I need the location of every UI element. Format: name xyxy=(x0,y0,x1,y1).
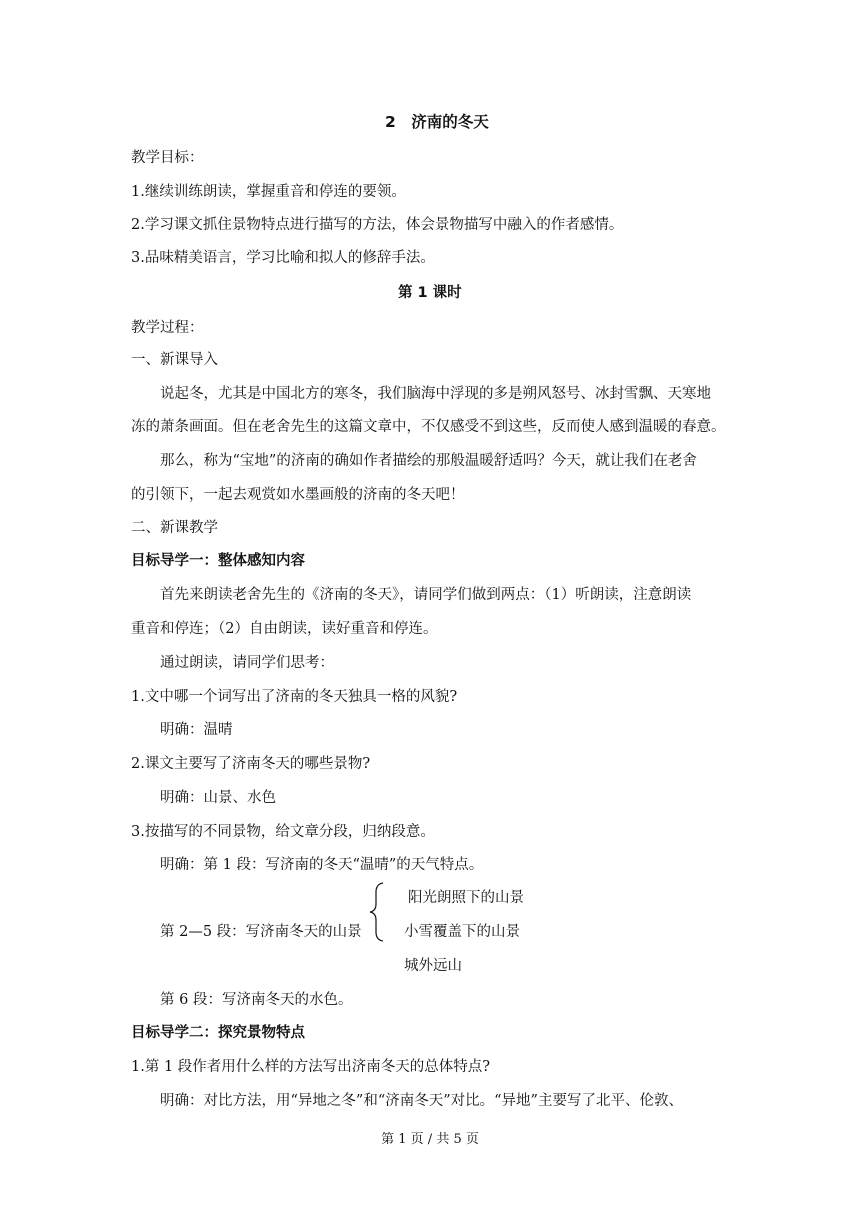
lesson-title: 第 1 课时 xyxy=(398,285,462,301)
paragraph-line: 说起冬，尤其是中国北方的寒冬，我们脑海中浮现的多是朔风怒号、冰封雪飘、天寒地 xyxy=(160,386,711,402)
goal-item: 1.继续训练朗读，掌握重音和停连的要领。 xyxy=(131,184,406,200)
segment-outline: 第 6 段：写济南冬天的水色。 xyxy=(160,992,353,1008)
answer: 明确：温晴 xyxy=(160,722,233,738)
outline-branch: 城外远山 xyxy=(404,958,462,974)
answer: 明确：第 1 段：写济南的冬天“温晴”的天气特点。 xyxy=(160,857,484,873)
goal-item: 3.品味精美语言，学习比喻和拟人的修辞手法。 xyxy=(131,250,435,266)
question: 2.课文主要写了济南冬天的哪些景物? xyxy=(131,756,371,772)
answer: 明确：对比方法，用“异地之冬”和“济南冬天”对比。“异地”主要写了北平、伦敦、 xyxy=(160,1093,683,1109)
goal-item: 2.学习课文抓住景物特点进行描写的方法，体会景物描写中融入的作者感情。 xyxy=(131,217,624,233)
paragraph-line: 冻的萧条画面。但在老舍先生的这篇文章中，不仅感受不到这些，反而使人感到温暖的春意。 xyxy=(131,419,726,435)
page-footer: 第 1 页 / 共 5 页 xyxy=(381,1132,479,1147)
document-title: 2 济南的冬天 xyxy=(385,113,489,131)
question: 3.按描写的不同景物，给文章分段，归纳段意。 xyxy=(131,824,435,840)
paragraph-line: 那么，称为“宝地”的济南的确如作者描绘的那般温暖舒适吗？今天，就让我们在老舍 xyxy=(160,453,697,469)
section-heading: 二、新课教学 xyxy=(131,520,218,536)
target-heading: 目标导学二：探究景物特点 xyxy=(131,1025,305,1041)
question: 1.第 1 段作者用什么样的方法写出济南冬天的总体特点? xyxy=(131,1059,491,1075)
outline-branch: 小雪覆盖下的山景 xyxy=(404,924,520,940)
answer: 明确：山景、水色 xyxy=(160,790,276,806)
paragraph-line: 通过朗读，请同学们思考： xyxy=(160,655,334,671)
segment-outline: 第 2—5 段：写济南冬天的山景 xyxy=(160,924,362,940)
process-label: 教学过程： xyxy=(131,320,204,336)
paragraph-line: 重音和停连；（2）自由朗读，读好重音和停连。 xyxy=(131,621,438,637)
goals-label: 教学目标： xyxy=(131,150,204,166)
paragraph-line: 首先来朗读老舍先生的《济南的冬天》，请同学们做到两点：（1）听朗读，注意朗读 xyxy=(160,587,692,603)
paragraph-line: 的引领下，一起去观赏如水墨画般的济南的冬天吧！ xyxy=(131,487,465,503)
section-heading: 一、新课导入 xyxy=(131,352,218,368)
outline-branch: 阳光朗照下的山景 xyxy=(408,890,524,906)
target-heading: 目标导学一：整体感知内容 xyxy=(131,553,305,569)
curly-brace xyxy=(368,882,386,942)
question: 1.文中哪一个词写出了济南的冬天独具一格的风貌? xyxy=(131,689,458,705)
